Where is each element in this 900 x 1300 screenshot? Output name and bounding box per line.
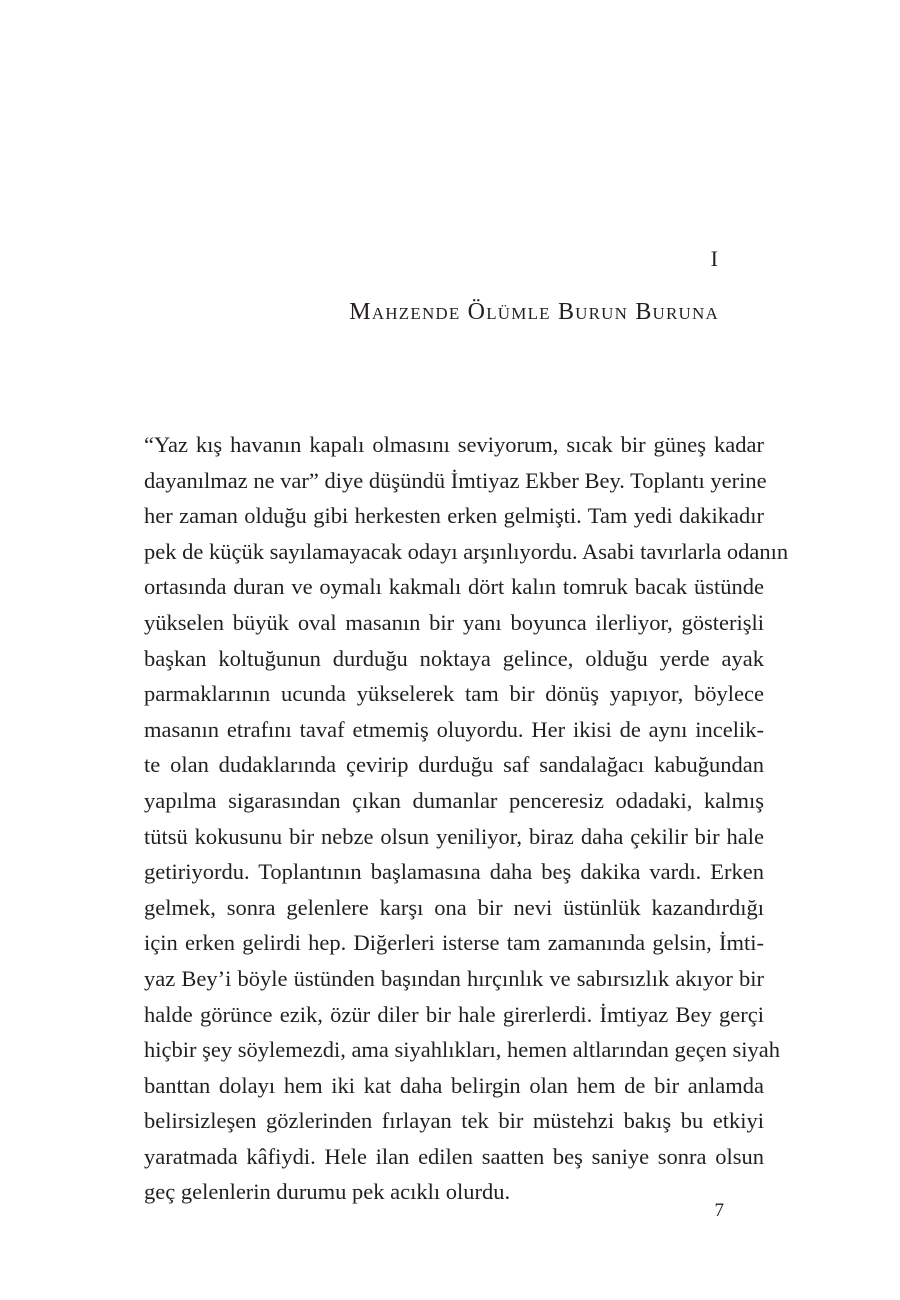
body-text — [144, 427, 789, 1210]
text-line: dayanılmaz ne var” diye düşündü İmtiyaz Ekber Bey. Toplantı yerine — [144, 467, 767, 493]
page-number: 7 — [714, 1200, 724, 1221]
text-line: hiçbir şey söylemezdi, ama siyahlıkları, hemen altlarından geçen siyah — [144, 1037, 781, 1063]
chapter-title: Mahzende Ölümle Burun Buruna — [349, 299, 719, 325]
text-line: getiriyordu. Toplantının başlamasına daha beş dakika vardı. Erken — [144, 859, 764, 885]
text-line: masanın etrafını tavaf etmemiş oluyordu. Her ikisi de aynı incelik- — [144, 716, 764, 742]
text-line: banttan dolayı hem iki kat daha belirgin olan hem de bir anlamda — [144, 1072, 764, 1098]
text-line: geç gelenlerin durumu pek acıklı olurdu. — [144, 1179, 511, 1205]
text-line: için erken gelirdi hep. Diğerleri isterse tam zamanında gelsin, İmti- — [144, 930, 764, 956]
text-line: yaz Bey’i böyle üstünden başından hırçınlık ve sabırsızlık akıyor bir — [144, 965, 764, 991]
chapter-number: I — [710, 246, 719, 271]
text-line: parmaklarının ucunda yükselerek tam bir dönüş yapıyor, böylece — [144, 681, 764, 707]
text-line: “Yaz kış havanın kapalı olmasını seviyorum, sıcak bir güneş kadar — [144, 432, 764, 457]
text-line: yapılma sigarasından çıkan dumanlar penceresiz odadaki, kalmış — [144, 787, 764, 813]
text-line: te olan dudaklarında çevirip durduğu saf sandalağacı kabuğundan — [144, 752, 764, 778]
text-line: belirsizleşen gözlerinden fırlayan tek bir müstehzi bakış bu etkiyi — [144, 1108, 764, 1134]
text-line: gelmek, sonra gelenlere karşı ona bir nevi üstünlük kazandırdığı — [144, 894, 764, 920]
text-line: ortasında duran ve oymalı kakmalı dört kalın tomruk bacak üstünde — [144, 574, 764, 600]
text-line: yükselen büyük oval masanın bir yanı boyunca ilerliyor, gösterişli — [144, 609, 764, 635]
text-line: yaratmada kâfiydi. Hele ilan edilen saatten beş saniye sonra olsun — [144, 1143, 764, 1169]
text-line: başkan koltuğunun durduğu noktaya gelince, olduğu yerde ayak — [144, 645, 764, 671]
text-line: her zaman olduğu gibi herkesten erken gelmişti. Tam yedi dakikadır — [144, 503, 764, 529]
text-line: tütsü kokusunu bir nebze olsun yeniliyor, biraz daha çekilir bir hale — [144, 823, 764, 849]
text-line: pek de küçük sayılamayacak odayı arşınlıyordu. Asabi tavırlarla odanın — [144, 538, 789, 564]
text-line: halde görünce ezik, özür diler bir hale girerlerdi. İmtiyaz Bey gerçi — [144, 1001, 764, 1027]
